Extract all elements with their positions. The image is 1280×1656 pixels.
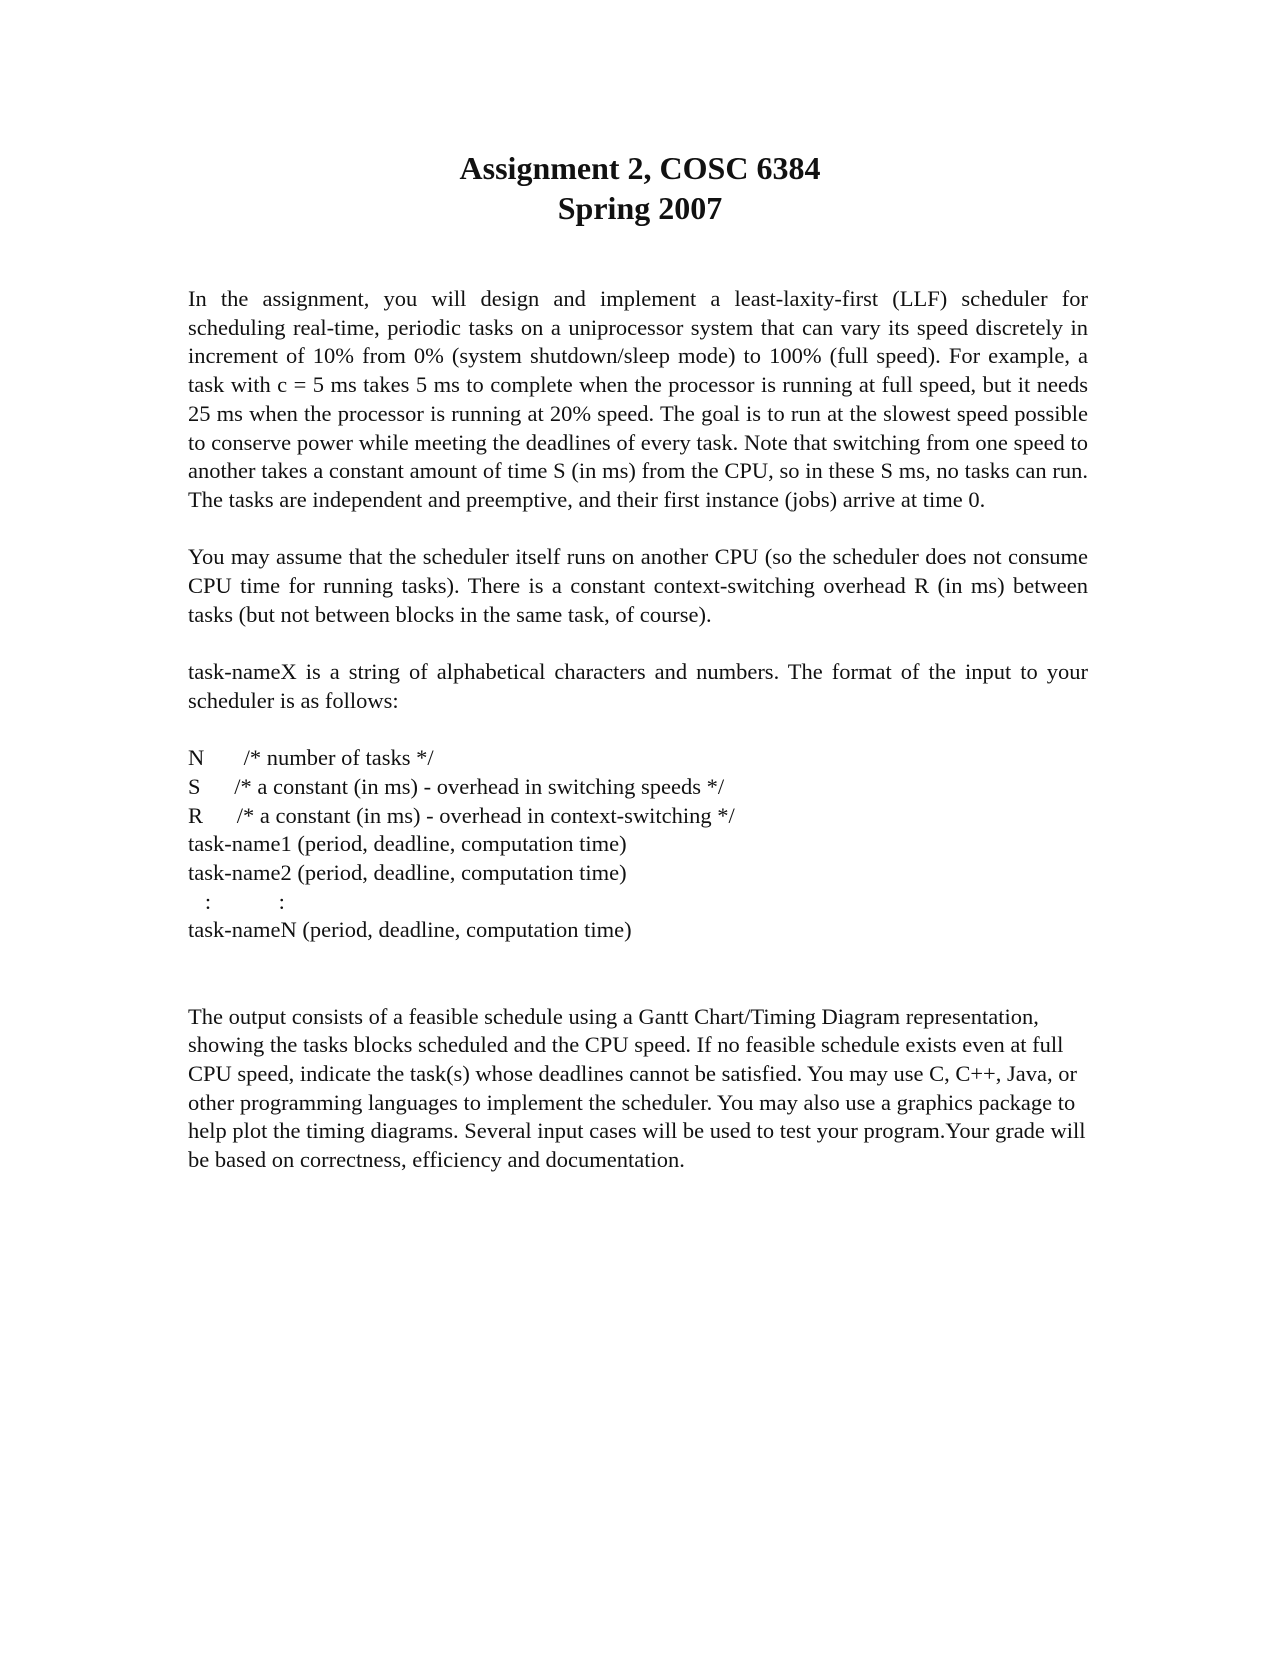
input-format-line: N /* number of tasks */: [188, 745, 434, 771]
spacer: [188, 945, 1088, 1002]
output-paragraph: The output consists of a feasible schedule using a Gantt Chart/Timing Diagram representation, showing the tasks blocks scheduled and the CPU speed. If no feasible schedule exists even at full CPU speed, indicate the task(s) whose deadlines cannot be satisfied. You may use C, C++, Java, or other programming languages to implement the scheduler. You may also use a graphics package to help plot the timing diagrams. Several input cases will be used to test your program.Your grade will be based on correctness, efficiency and documentation.: [188, 1003, 1086, 1173]
format-intro-paragraph: task-nameX is a string of alphabetical characters and numbers. The format of the input to your scheduler is as follows:: [188, 659, 1088, 713]
input-format-line: S /* a constant (in ms) - overhead in switching speeds */: [188, 773, 725, 799]
input-format-line: R /* a constant (in ms) - overhead in context-switching */: [188, 802, 735, 828]
document-body: [188, 285, 1088, 1203]
input-format-line: task-nameN (period, deadline, computation time): [188, 917, 632, 943]
input-format-line: task-name1 (period, deadline, computation time): [188, 831, 627, 857]
assumption-paragraph: You may assume that the scheduler itself runs on another CPU (so the scheduler does not consume CPU time for running tasks). There is a constant context-switching overhead R (in ms) between tasks (but not between blocks in the same task, of course).: [188, 544, 1088, 627]
input-format-list: [188, 744, 1088, 945]
title-line-2: Spring 2007: [557, 190, 723, 226]
intro-paragraph: In the assignment, you will design and implement a least-laxity-first (LLF) scheduler for scheduling real-time, periodic tasks on a uniprocessor system that can vary its speed discretely in increment of 10% from 0% (system shutdown/sleep mode) to 100% (full speed). For example, a task with c = 5 ms takes 5 ms to complete when the processor is running at full speed, but it needs 25 ms when the processor is running at 20% speed. The goal is to run at the slowest speed possible to conserve power while meeting the deadlines of every task. Note that switching from one speed to another takes a constant amount of time S (in ms) from the CPU, so in these S ms, no tasks can run. The tasks are independent and preemptive, and their first instance (jobs) arrive at time 0.: [188, 286, 1088, 512]
document-title: [0, 148, 1280, 228]
input-format-line: task-name2 (period, deadline, computation time): [188, 860, 627, 886]
input-format-line: : :: [188, 888, 285, 914]
title-line-1: Assignment 2, COSC 6384: [459, 150, 821, 186]
